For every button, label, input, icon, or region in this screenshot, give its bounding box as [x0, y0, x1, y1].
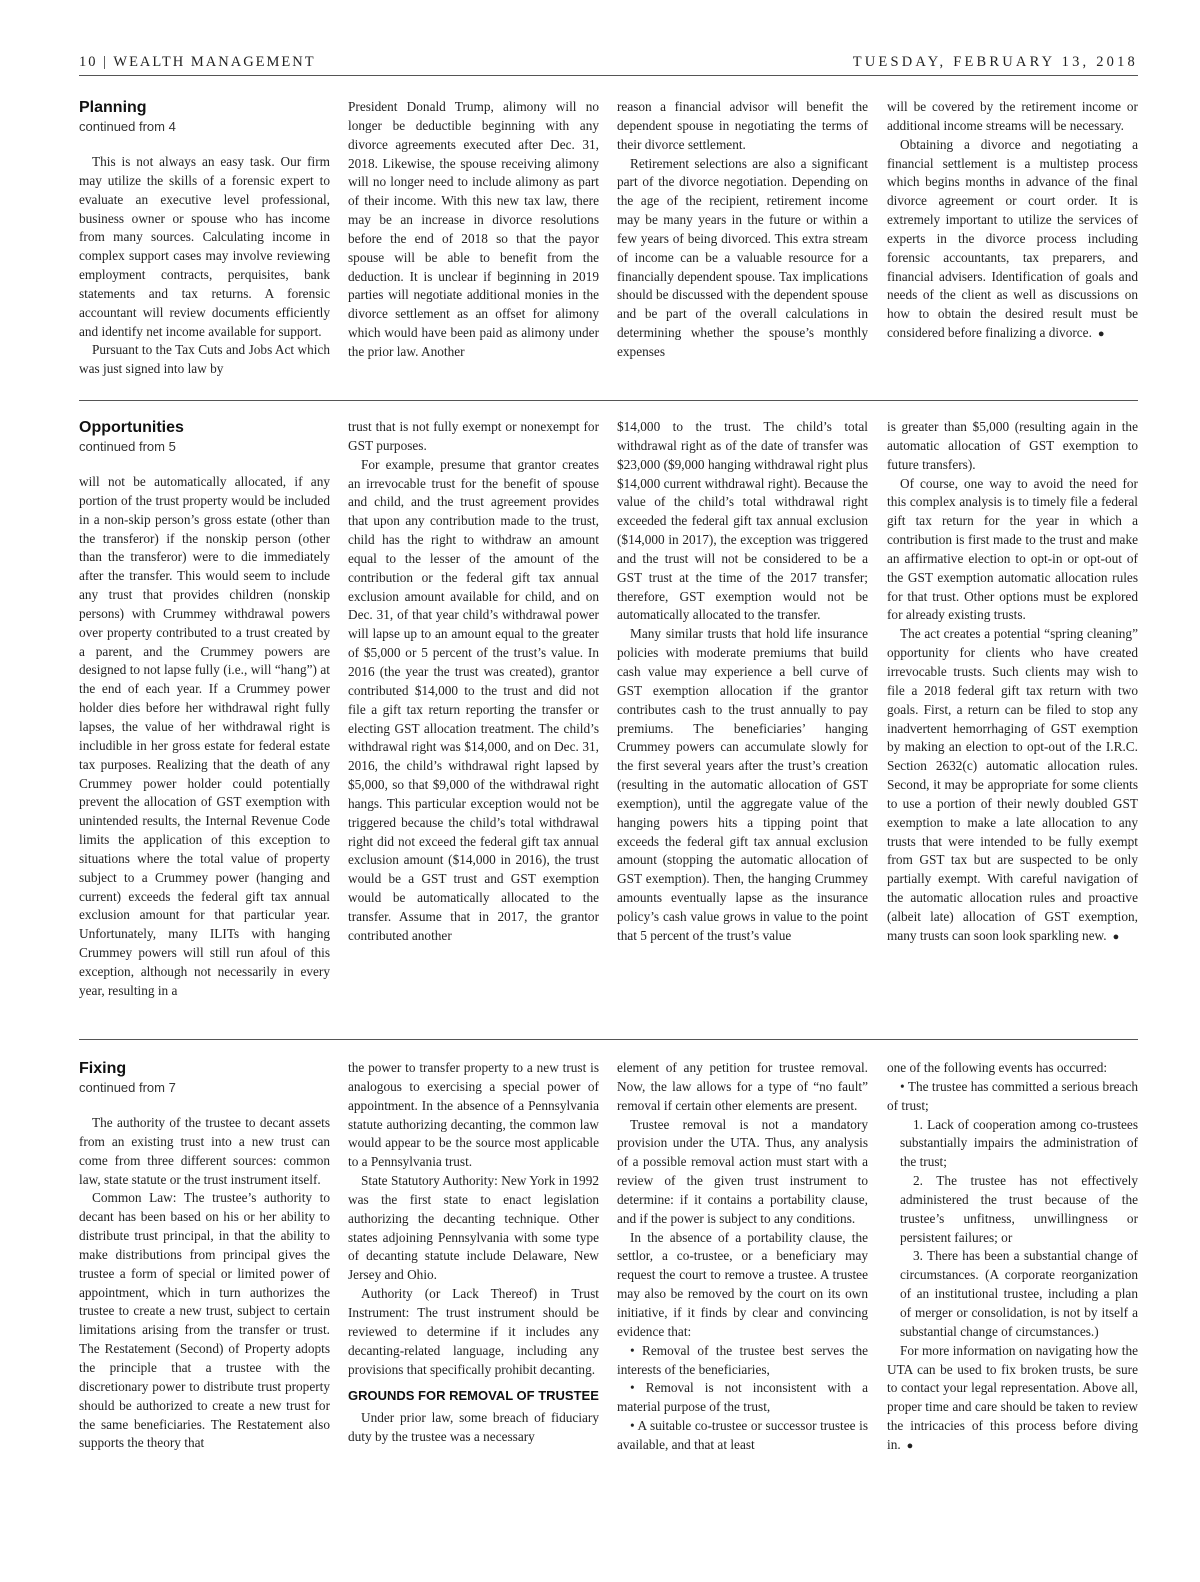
paragraph: reason a financial advisor will benefit the dependent spouse in negotiating the terms of their divorce settlement. [617, 99, 868, 152]
header-rule [79, 75, 1138, 76]
paragraph: element of any petition for trustee removal. Now, the law allows for a type of “no fault” removal if certain other elements are present. [617, 1060, 868, 1113]
section-rule [79, 400, 1138, 401]
section-subhead: GROUNDS FOR REMOVAL OF TRUSTEE [348, 1388, 599, 1404]
paragraph: Authority (or Lack Thereof) in Trust Instrument: The trust instrument should be reviewed to determine if it includes any decanting-related language, including any provisions that specifically prohibit decanting. [348, 1286, 599, 1377]
paragraph: one of the following events has occurred: [887, 1060, 1108, 1075]
planning-column-2 [348, 98, 599, 362]
fixing-column-3 [617, 1059, 868, 1455]
newspaper-page [79, 0, 1138, 1582]
paragraph: President Donald Trump, alimony will no longer be deductible beginning with any divorce agreements executed after Dec. 31, 2018. Likewise, the spouse receiving alimony will no longer need to include alimony as part of their income. With this new tax law, there may be an increase in divorce resolutions before the end of 2018 so that the payor spouse will be able to benefit from the deduction. It is unclear if beginning in 2019 parties will negotiate additional monies in the divorce settlement as an offset for alimony which would have been paid as alimony under the prior law. Another [348, 99, 599, 359]
planning-kicker: Planning [79, 99, 147, 116]
paragraph: Retirement selections are also a significant part of the divorce negotiation. Depending on the age of the recipient, retirement income may be many years in the future or within a few years of being divorced. This extra stream of income can be a valuable resource for a financially dependent spouse. Tax implications should be discussed with the dependent spouse and be part of the overall calculations in determining whether the spouse’s monthly expenses [617, 155, 868, 359]
fixing-kicker: Fixing [79, 1060, 127, 1077]
paragraph-text: The act creates a potential “spring cleaning” opportunity for clients who have created irrevocable trusts. Such clients may wish to file a 2018 federal gift tax return with two goals. First, a return can be filed to stop any inadvertent hemorrhaging of GST exemption by making an election to opt-out of the I.R.C. Section 2632(c) automatic allocation rules. Second, it may be appropriate for some clients to use a portion of their newly doubled GST exemption to make a late allocation to any trusts that were intended to be fully exempt from GST tax but are suspected to be only partially exempt. With careful navigation of the automatic allocation rules and proactive (albeit late) allocation of GST exemption, many trusts can soon look sparkling new. [887, 626, 1138, 943]
planning-column-4 [887, 98, 1138, 344]
numbered-item: 3. There has been a substantial change of circumstances. (A corporate reorganization of an institutional trustee, including a plan of merger or consolidation, is not by itself a substantial change of circumstances.) [900, 1248, 1138, 1339]
fixing-column-1 [79, 1059, 330, 1453]
bullet-item: • A suitable co-trustee or successor trustee is available, and that at least [617, 1418, 868, 1452]
paragraph: Trustee removal is not a mandatory provision under the UTA. Thus, any analysis of a possible removal action must start with a review of the given trust instrument to determine: if it contains a portability clause, and if the power is subject to any conditions. [617, 1116, 868, 1226]
paragraph: The authority of the trustee to decant assets from an existing trust into a new trust can come from three different sources: common law, state statute or the trust instrument itself. [79, 1115, 330, 1187]
paragraph: State Statutory Authority: New York in 1992 was the first state to enact legislation authorizing the decanting technique. Other states adjoining Pennsylvania with some type of decanting statute include Delaware, New Jersey and Ohio. [348, 1173, 599, 1283]
numbered-item: 2. The trustee has not effectively administered the trust because of the trustee’s unfitness, unwillingness or persistent failures; or [900, 1173, 1138, 1245]
paragraph: will be covered by the retirement income or additional income streams will be necessary. [887, 99, 1138, 133]
opportunities-jump-line: continued from 5 [79, 439, 176, 454]
paragraph: Of course, one way to avoid the need for this complex analysis is to timely file a federal gift tax return for the year in which a contribution is first made to the trust and make an affirmative election to opt-in or opt-out of the GST exemption automatic allocation rules for that trust. Other options must be explored for already existing trusts. [887, 475, 1138, 623]
planning-column-1 [79, 98, 330, 379]
planning-column-3 [617, 98, 868, 362]
bullet-item: • Removal of the trustee best serves the interests of the beneficiaries, [617, 1342, 868, 1377]
page-folio: 10 | WEALTH MANAGEMENT [79, 54, 316, 70]
paragraph: In the absence of a portability clause, the settlor, a co-trustee, or a beneficiary may request the court to remove a trustee. A trustee may also be removed by the court on its own initiative, if it finds by clear and convincing evidence that: [617, 1229, 868, 1339]
paragraph: For example, presume that grantor creates an irrevocable trust for the benefit of spouse and child, and the trust agreement provides that upon any contribution made to the trust, child has the right to withdraw an amount equal to the lesser of the amount of the contribution or the federal gift tax annual exclusion amount available for child, and on Dec. 31, of that year child’s withdrawal power will lapse up to an amount equal to the greater of $5,000 or 5 percent of the trust’s value. In 2016 (the year the trust was created), grantor contributed $14,000 to the trust and did not file a gift tax return reporting the transfer or electing GST allocation treatment. The child’s withdrawal right was $14,000, and on Dec. 31, 2016, the child’s withdrawal right lapsed by $5,000, so that $9,000 of the withdrawal right hangs. This particular exception would not be triggered because the child’s total withdrawal right did not exceed the federal gift tax annual exclusion amount ($14,000 in 2016), the trust would be a GST trust and GST exemption would be automatically allocated to the transfer. Assume that in 2017, the grantor contributed another [348, 456, 599, 943]
paragraph: trust that is not fully exempt or nonexempt for GST purposes. [348, 419, 599, 453]
paragraph-text: For more information on navigating how the UTA can be used to fix broken trusts, be sure to contact your legal representation. Above all, proper time and care should be taken to review the intricacies of this process before diving in. [887, 1342, 1138, 1452]
paragraph [887, 1342, 1138, 1456]
numbered-item: 1. Lack of cooperation among co-trustees substantially impairs the administration of the trust; [900, 1116, 1138, 1170]
paragraph-text: Obtaining a divorce and negotiating a financial settlement is a multistep process which begins months in advance of the final divorce agreement or court order. It is extremely important to utilize the services of experts in the divorce process including forensic accountants, tax preparers, and financial advisers. Identification of goals and needs of the client as well as discussions on how to obtain the desired result must be considered before finalizing a divorce. [887, 136, 1138, 341]
fixing-jump-line: continued from 7 [79, 1080, 176, 1095]
paragraph: $14,000 to the trust. The child’s total withdrawal right as of the date of transfer was $23,000 ($9,000 hanging withdrawal right plus $14,000 current withdrawal right). Because the value of the child’s total withdrawal right exceeded the federal gift tax annual exclusion ($14,000 in 2017), the exception was triggered and the trust will not be considered to be a GST trust at the time of the 2017 transfer; therefore, GST exemption would not be automatically allocated to the transfer. [617, 419, 868, 623]
fixing-column-4 [887, 1059, 1138, 1456]
bullet-item: • The trustee has committed a serious breach of trust; [887, 1078, 1138, 1113]
opportunities-column-4 [887, 418, 1138, 947]
opportunities-column-2 [348, 418, 599, 946]
opportunities-kicker: Opportunities [79, 419, 184, 436]
section-rule [79, 1039, 1138, 1040]
running-header [79, 50, 1138, 72]
fixing-column-2 [348, 1059, 599, 1447]
opportunities-column-1 [79, 418, 330, 1001]
bullet-item: • Removal is not inconsistent with a material purpose of the trust, [617, 1380, 868, 1415]
paragraph: is greater than $5,000 (resulting again in the automatic allocation of GST exemption to future transfers). [887, 419, 1138, 472]
paragraph: will not be automatically allocated, if any portion of the trust property would be included in a non-skip person’s gross estate (other than the transferor) if the nonskip person (other than the transferor) were to die immediately after the transfer. This would seem to include any trust that provides children (nonskip persons) with Crummey withdrawal powers over property contributed to a trust created by a parent, and the Crummey powers are designed to not lapse fully (i.e., will “hang”) at the end of each year. If a Crummey power holder dies before her withdrawal right fully lapses, the value of her withdrawal right is includible in her gross estate for federal estate tax purposes. Realizing that the death of any Crummey power holder could potentially prevent the allocation of GST exemption with unintended results, the Internal Revenue Code limits the application of this exception to situations where the total value of property subject to a Crummey power (hanging and current) exceeds the federal gift tax annual exclusion amount for that particular year. Unfortunately, many ILITs with hanging Crummey powers will still run afoul of this exception, although not necessarily in every year, resulting in a [79, 474, 330, 998]
paragraph: Common Law: The trustee’s authority to decant has been based on his or her ability to distribute trust principal, in that the ability to make distributions from principal gives the trustee a form of special or limited power of appointment, which in turn authorizes the trustee to create a new trust, subject to certain limitations arising from the transfer or trust. The Restatement (Second) of Property adopts the principle that a trustee with the discretionary power to distribute trust property should be authorized to create a new trust for the same beneficiaries. The Restatement also supports the theory that [79, 1190, 330, 1451]
paragraph: Pursuant to the Tax Cuts and Jobs Act which was just signed into law by [79, 342, 330, 377]
paragraph: Many similar trusts that hold life insurance policies with moderate premiums that build cash value may experience a bell curve of GST exemption allocation if the grantor contributes cash to the trust annually to pay premiums. The beneficiaries’ hanging Crummey powers can accumulate slowly for the first several years after the trust’s creation (resulting in the automatic allocation of GST exemption), until the aggregate value of the hanging powers hits a tipping point that exceeds the federal gift tax annual exclusion amount (stopping the automatic allocation of GST exemption). Then, the hanging Crummey amounts eventually lapse as the insurance policy’s cash value grows in value to the point that 5 percent of the trust’s value [617, 626, 868, 943]
opportunities-column-3 [617, 418, 868, 946]
paragraph [887, 625, 1138, 946]
issue-date: TUESDAY, FEBRUARY 13, 2018 [852, 54, 1138, 70]
end-mark-icon: ● [1097, 328, 1105, 341]
paragraph [887, 136, 1138, 344]
paragraph: Under prior law, some breach of fiduciary duty by the trustee was a necessary [348, 1410, 599, 1445]
end-mark-icon: ● [1112, 930, 1120, 943]
end-mark-icon: ● [906, 1439, 914, 1452]
paragraph: This is not always an easy task. Our firm may utilize the skills of a forensic expert to evaluate an executive level professional, business owner or spouse who has income from many sources. Calculating income in complex support cases may involve reviewing employment contracts, perquisites, bank statements and tax returns. A forensic accountant will review documents efficiently and identify net income available for support. [79, 154, 330, 339]
planning-jump-line: continued from 4 [79, 119, 176, 134]
paragraph: the power to transfer property to a new trust is analogous to exercising a special power of appointment. In the absence of a Pennsylvania statute authorizing decanting, the common law would appear to be the source most applicable to a Pennsylvania trust. [348, 1060, 599, 1170]
